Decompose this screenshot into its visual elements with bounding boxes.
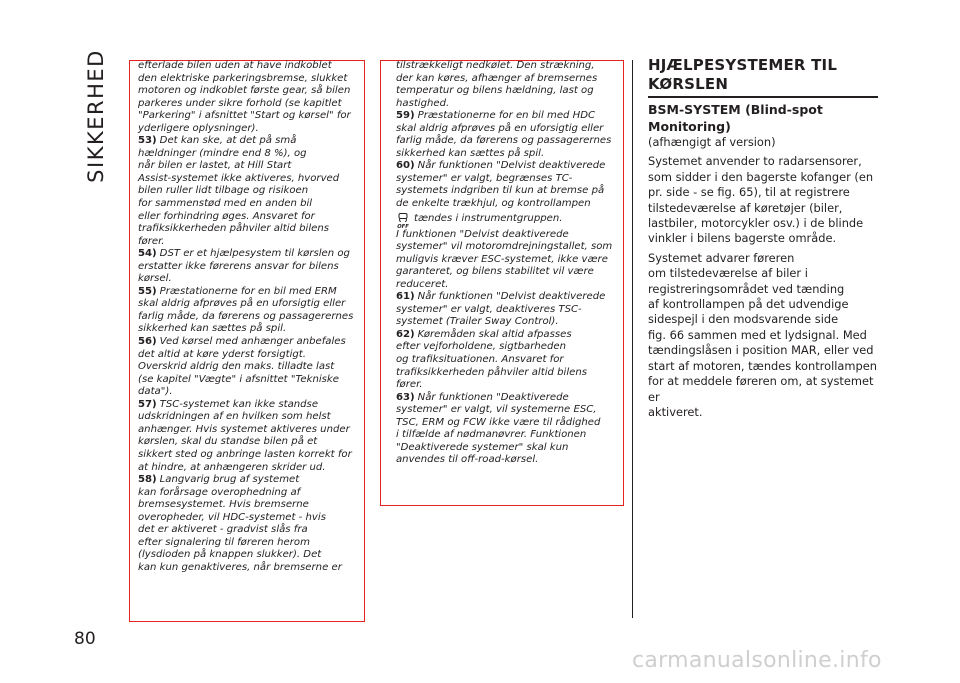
note-number: 59) bbox=[396, 110, 415, 122]
continued-text: efterlade bilen uden at have indkoblet den elektriske parkeringsbremse, slukket motoren og indkoblet første gear, så bilen parkeres under sikre forhold (se kapitlet "Parkering" i afsnittet "Start og kørsel" for yderligere oplysninger). bbox=[138, 60, 351, 134]
note-text: Når funktionen "Delvist deaktiverede systemer" er valgt, deaktiveres TSC- systemet (Trailer Sway Control). bbox=[396, 291, 606, 328]
column-divider bbox=[632, 60, 633, 618]
note-63 bbox=[396, 392, 622, 467]
note-text: Præstationerne for en bil med ERM skal aldrig afprøves på en uforsigtig eller farlig måde, da førerens og passagerernes sikkerhed kan sættes på spil. bbox=[138, 285, 354, 335]
icon-line-text: tændes i instrumentgruppen. bbox=[414, 212, 563, 224]
note-62 bbox=[396, 329, 622, 392]
section-heading: HJÆLPESYSTEMER TIL KØRSLEN bbox=[648, 56, 878, 98]
paragraph: (afhængigt af version) bbox=[648, 135, 776, 149]
note-number: 61) bbox=[396, 291, 415, 303]
subsection-heading: BSM-SYSTEM (Blind-spot Monitoring) bbox=[648, 102, 823, 134]
body-text bbox=[648, 135, 888, 424]
paragraph: Systemet anvender to radarsensorer, som sidder i den bagerste kofanger (en pr. side - se fig. 65), til at registrere tilstedeværelse af køretøjer (biler, lastbiler, motorcykler osv.) i de blinde vinkler i bilens bagerste område. bbox=[648, 154, 874, 246]
note-number: 62) bbox=[396, 328, 415, 340]
note-60-continued: I funktionen "Delvist deaktiverede systemer" vil motoromdrejningstallet, som muligvis kræver ESC-systemet, ikke være garanteret, og bilens stabilitet vil være reduceret. bbox=[396, 228, 613, 290]
note-text: Det kan ske, at det på små hældninger (mindre end 8 %), og når bilen er lastet, at Hill Start Assist-systemet ikke aktiveres, hvorved bilen ruller lidt tilbage og risikoen for sammenstød med en anden bil eller forhindring øges. Ansvaret for trafiksikkerheden påhviler altid bilens fører. bbox=[138, 135, 340, 247]
esc-off-warning-icon bbox=[396, 213, 410, 229]
note-number: 55) bbox=[138, 285, 157, 297]
note-57 bbox=[138, 399, 362, 474]
note-text: Langvarig brug af systemet kan forårsage overophedning af bremsesystemet. Hvis bremserne overopheder, vil HDC-systemet - hvis det er aktiveret - gradvist slås fra efter signalering til føreren herom (lysdioden på knappen slukker). Det kan kun genaktiveres, når bremserne er bbox=[138, 474, 342, 573]
note-number: 53) bbox=[138, 135, 157, 147]
svg-text:OFF: OFF bbox=[397, 223, 409, 229]
note-58 bbox=[138, 474, 362, 574]
note-number: 57) bbox=[138, 398, 157, 410]
note-59 bbox=[396, 110, 622, 160]
continued-text: tilstrækkeligt nedkølet. Den strækning, der kan køres, afhænger af bremsernes temperatur og bilens hældning, last og hastighed. bbox=[396, 60, 598, 109]
warnings-column-1 bbox=[138, 60, 362, 574]
note-number: 56) bbox=[138, 336, 157, 348]
paragraph: Systemet advarer føreren om tilstedeværelse af biler i registreringsområdet ved tænding af kontrollampen på det udvendige sidespejl i den modsvarende side fig. 66 sammen med et lydsignal. Med tændingslåsen i position MAR, eller ved start af motoren, tændes kontrollampen for at meddele føreren om, at systemet er aktiveret. bbox=[648, 250, 877, 419]
note-text: DST er et hjælpesystem til kørslen og erstatter ikke førerens ansvar for bilens kørsel. bbox=[138, 248, 350, 285]
note-61 bbox=[396, 291, 622, 329]
note-55 bbox=[138, 286, 362, 336]
section-tab-label: SIKKERHED bbox=[84, 49, 108, 183]
note-60 bbox=[396, 160, 622, 210]
watermark: carmanualsonline.info bbox=[632, 648, 882, 673]
icon-line bbox=[396, 213, 622, 229]
note-text: Ved kørsel med anhænger anbefales det altid at køre yderst forsigtigt. Overskrid aldrig den maks. tilladte last (se kapitel "Vægte" i afsnittet "Tekniske data"). bbox=[138, 336, 346, 398]
section-tab bbox=[66, 48, 126, 184]
note-text: Præstationerne for en bil med HDC skal aldrig afprøves på en uforsigtig eller farlig måde, da førerens og passagerernes sikkerhed kan sættes på spil. bbox=[396, 110, 612, 159]
note-text: TSC-systemet kan ikke standse udskridningen af en hvilken som helst anhænger. Hvis systemet aktiveres under kørslen, skal du standse bilen på et sikkert sted og anbringe lasten korrekt for at hindre, at anhængeren skrider ud. bbox=[138, 398, 352, 473]
note-text: Når funktionen "Delvist deaktiverede systemer" er valgt, begrænses TC- systemets indgriben til kun at bremse på de enkelte trækhjul, og kontrollampen bbox=[396, 160, 606, 210]
note-53 bbox=[138, 135, 362, 248]
note-54 bbox=[138, 248, 362, 286]
note-number: 63) bbox=[396, 391, 415, 403]
note-number: 60) bbox=[396, 160, 415, 172]
note-text: Køremåden skal altid afpasses efter vejforholdene, sigtbarheden og trafiksituationen. Ansvaret for trafiksikkerheden påhviler altid bilens fører. bbox=[396, 328, 587, 391]
note-56 bbox=[138, 336, 362, 399]
warnings-column-2 bbox=[396, 60, 622, 467]
note-number: 54) bbox=[138, 248, 157, 260]
note-text: Når funktionen "Deaktiverede systemer" er valgt, vil systemerne ESC, TSC, ERM og FCW ikke være til rådighed i tilfælde af nødmanøvrer. Funktionen "Deaktiverede systemer" skal kun anvendes til off-road-kørsel. bbox=[396, 391, 601, 466]
page-number: 80 bbox=[74, 629, 96, 649]
note-number: 58) bbox=[138, 474, 157, 486]
